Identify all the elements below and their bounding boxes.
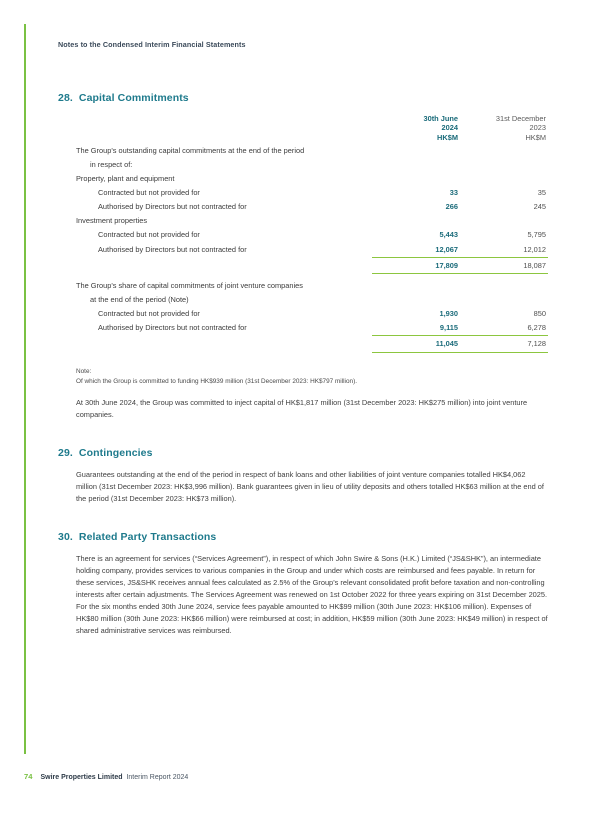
running-header: Notes to the Condensed Interim Financial Statements [58, 40, 246, 49]
row-label: Contracted but not provided for [98, 188, 200, 198]
column-header-blank [76, 114, 372, 143]
row-value-current: 9,115 [439, 323, 458, 333]
footer-company-name: Swire Properties Limited [40, 774, 123, 781]
row-value-previous [460, 143, 548, 157]
header-line-2: 2024 [441, 123, 458, 133]
column-header-31-december-2023 [460, 114, 548, 143]
row-value-current [372, 172, 460, 186]
section-capital-commitments [58, 92, 548, 421]
page-number: 74 [24, 772, 33, 781]
row-value-previous: 850 [533, 309, 546, 319]
row-value-current [372, 158, 460, 172]
row-value-previous [460, 158, 548, 172]
section-number-30: 30. [58, 530, 73, 543]
row-value-previous: 35 [537, 188, 546, 198]
row-value-previous [460, 293, 548, 307]
row-value-current: 5,443 [439, 230, 458, 240]
row-label: Authorised by Directors but not contracted for [98, 323, 247, 333]
table-row [76, 242, 548, 257]
row-value-previous: 245 [533, 202, 546, 212]
page-accent-rule [24, 24, 26, 754]
table-row [76, 293, 548, 307]
row-label [76, 336, 372, 353]
table-row [76, 143, 548, 157]
row-value-current [372, 214, 460, 228]
section-heading-28 [58, 92, 548, 104]
header-line-1: 31st December [495, 114, 546, 123]
row-value-previous [460, 279, 548, 293]
section-contingencies [58, 447, 548, 505]
row-value-current [372, 279, 460, 293]
header-line-3: HK$M [437, 132, 458, 142]
table-footnote [76, 367, 548, 387]
total-value-previous: 18,087 [460, 257, 548, 274]
column-header-30-june-2024 [372, 114, 460, 143]
row-label: Authorised by Directors but not contracted for [98, 202, 247, 212]
table-row [76, 186, 548, 200]
table-row [76, 279, 548, 293]
row-label: Contracted but not provided for [98, 230, 200, 240]
row-value-current [372, 143, 460, 157]
table-row [76, 228, 548, 242]
contingencies-paragraph: Guarantees outstanding at the end of the period in respect of bank loans and other liabilities of joint venture companies totalled HK$4,062 million (31st December 2023: HK$3,996 million). Bank guarantees given in lieu of utility deposits and others totalled HK$63 million at the end of the period (31st December 2023: HK$73 million). [76, 469, 544, 503]
section-title-28: Capital Commitments [78, 92, 189, 104]
table-header [76, 114, 548, 143]
row-value-previous: 5,795 [527, 230, 546, 240]
total-value-previous: 7,128 [460, 336, 548, 353]
row-value-previous: 12,012 [523, 244, 546, 254]
related-party-paragraph: There is an agreement for services (“Services Agreement”), in respect of which John Swire & Sons (H.K.) Limited (“JS&SHK”), an intermediate holding company, provides services to various companies in the Group and under which costs are reimbursed and fees payable. In return for these services, JS&SHK receives annual fees calculated as 2.5% of the Group’s relevant consolidated profit before taxation and non-controlling interests after certain adjustments. The Services Agreement was renewed on 1st October 2022 for three years expiring on 31st December 2025. For the six months ended 30th June 2024, service fees payable amounted to HK$99 million (30th June 2023: HK$106 million). Expenses of HK$80 million (30th June 2023: HK$66 million) were reimbursed at cost; in addition, HK$59 million (30th June 2023: HK$49 million) in respect of shared administrative services was reimbursed. [76, 553, 548, 635]
table-row [76, 172, 548, 186]
row-label: Contracted but not provided for [98, 309, 200, 319]
row-label: Authorised by Directors but not contracted for [98, 244, 247, 254]
capital-commitments-paragraph: At 30th June 2024, the Group was committed to inject capital of HK$1,817 million (31st December 2023: HK$275 million) into joint venture companies. [76, 397, 528, 419]
row-value-current: 12,067 [435, 244, 458, 254]
table-total-row [76, 336, 548, 353]
table-row [76, 321, 548, 336]
table-row [76, 200, 548, 214]
row-value-current: 266 [445, 202, 458, 212]
row-value-previous [460, 172, 548, 186]
table-row [76, 214, 548, 228]
table-body [76, 143, 548, 352]
row-value-previous: 6,278 [527, 323, 546, 333]
row-label [76, 257, 372, 274]
header-line-3: HK$M [525, 132, 546, 142]
page-footer [24, 772, 188, 781]
section-title-30: Related Party Transactions [78, 530, 217, 543]
table-row [76, 307, 548, 321]
section-number-29: 29. [58, 446, 73, 459]
capital-commitments-table [76, 114, 548, 353]
section-heading-30 [58, 531, 548, 543]
section-heading-29 [58, 447, 548, 459]
header-line-2: 2023 [529, 123, 546, 133]
row-label: Property, plant and equipment [76, 173, 175, 183]
row-value-current [372, 293, 460, 307]
footnote-label: Note: [76, 368, 92, 376]
footnote-text: Of which the Group is committed to funding HK$939 million (31st December 2023: HK$797 million). [76, 378, 357, 386]
section-related-party-transactions [58, 531, 548, 637]
row-label: The Group's share of capital commitments of joint venture companies [76, 280, 303, 290]
page-content [58, 92, 548, 637]
row-value-previous [460, 214, 548, 228]
row-label: in respect of: [90, 159, 133, 169]
row-label: at the end of the period (Note) [90, 295, 189, 305]
section-number-28: 28. [58, 92, 73, 104]
row-value-current: 33 [449, 188, 458, 198]
header-line-1: 30th June [423, 114, 458, 123]
footer-report-name: Interim Report 2024 [126, 774, 189, 781]
row-value-current: 1,930 [439, 309, 458, 319]
total-value-current: 11,045 [372, 336, 460, 353]
row-label: Investment properties [76, 216, 148, 226]
total-value-current: 17,809 [372, 257, 460, 274]
section-title-29: Contingencies [78, 446, 153, 459]
row-label: The Group's outstanding capital commitments at the end of the period [76, 145, 305, 155]
table-row [76, 158, 548, 172]
table-total-row [76, 257, 548, 274]
